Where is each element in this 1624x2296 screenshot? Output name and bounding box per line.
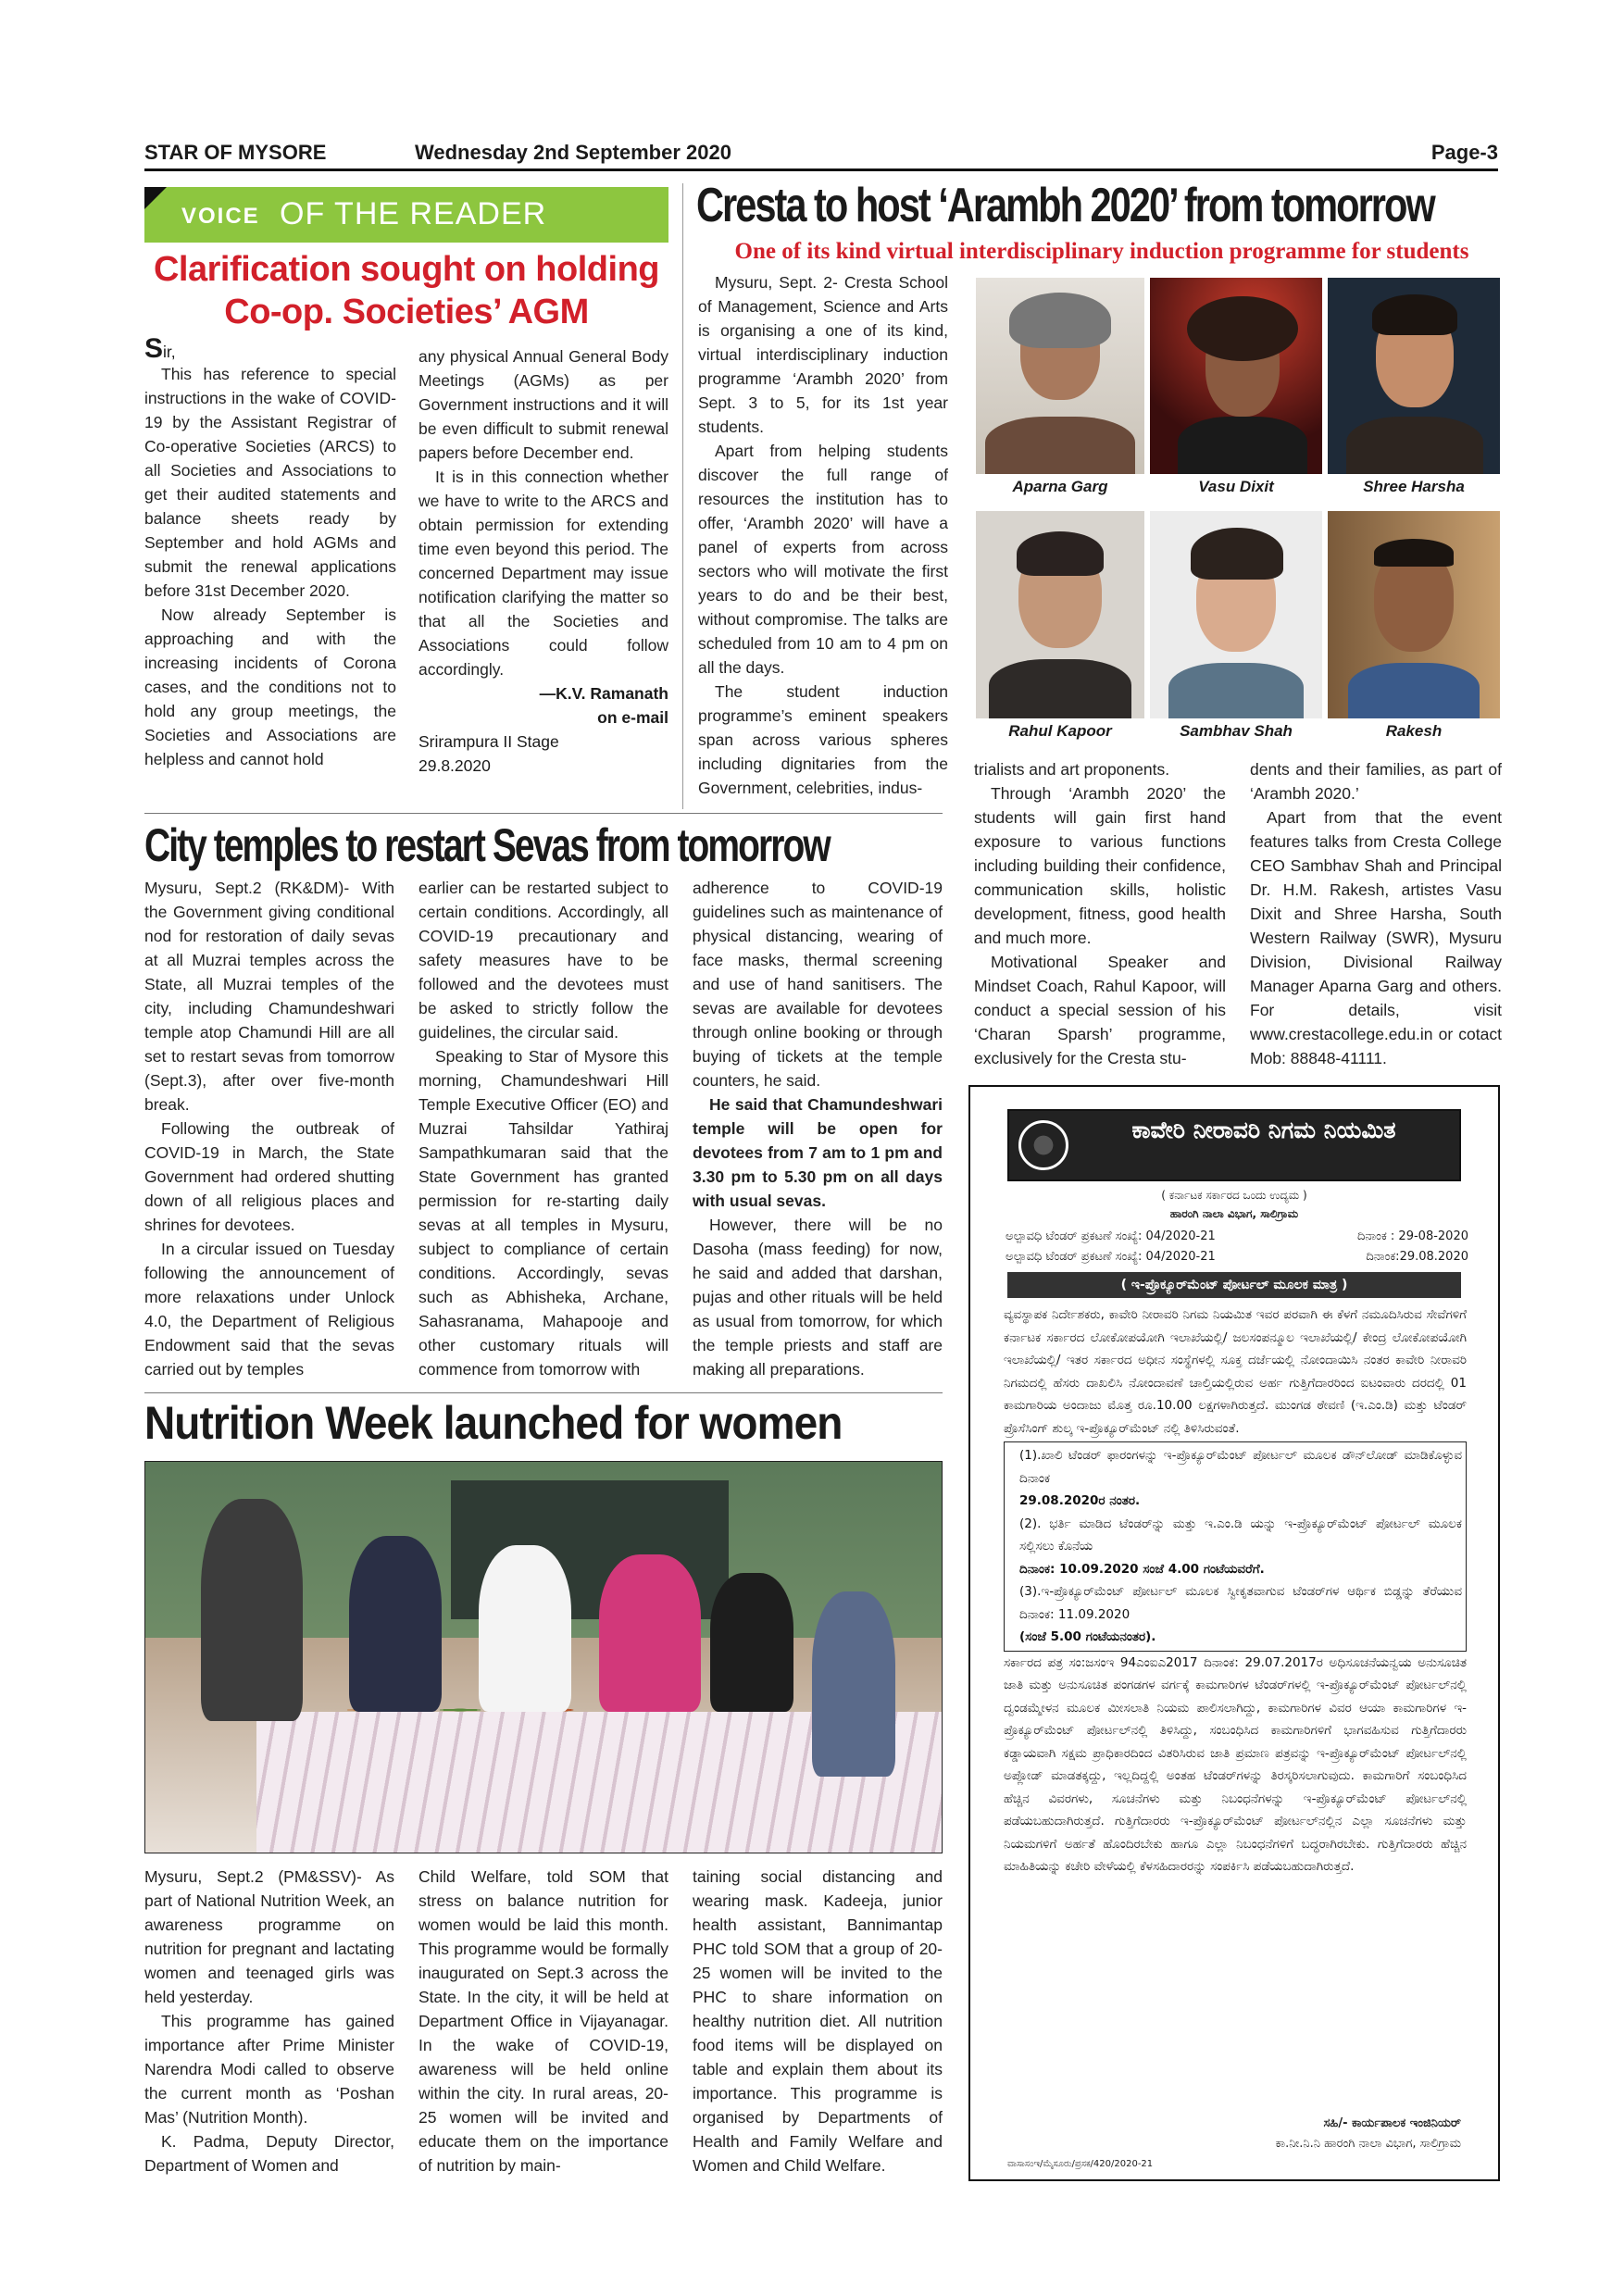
- cresta-col-1: [698, 270, 948, 811]
- temples-col-1: [144, 876, 394, 1391]
- section-rule: [144, 1392, 943, 1393]
- ad-title-band: [1007, 1109, 1461, 1181]
- of-the-reader: OF THE READER: [280, 196, 547, 231]
- tender-advertisement: [968, 1085, 1500, 2181]
- voice-word: VOICE: [181, 204, 260, 229]
- ad-title: ಕಾವೇರಿ ನೀರಾವರಿ ನಿಗಮ ನಿಯಮಿತ: [1131, 1117, 1396, 1143]
- voice-headline-line1: Clarification sought on holding: [153, 250, 659, 289]
- photo-caption: Rakesh: [1385, 722, 1443, 740]
- ad-band: ( ಇ-ಪ್ರೊಕ್ಯೂರ್‌ಮೆಂಟ್ ಪೋರ್ಟಲ್ ಮೂಲಕ ಮಾತ್ರ ): [1007, 1272, 1461, 1298]
- ad-sub2: ಹಾರಂಗಿ ನಾಲಾ ವಿಭಾಗ, ಸಾಲಿಗ್ರಾಮ: [1169, 1207, 1299, 1220]
- issue-date: Wednesday 2nd September 2020: [415, 141, 731, 164]
- ad-body: [1004, 1304, 1467, 2128]
- paragraph: trialists and art proponents.: [974, 760, 1170, 779]
- paragraph: Now already September is approaching and with the increasing incidents of Corona cases, and the conditions not to hold any group meetings, the Societies and Associations are helpless and cannot hold: [144, 605, 396, 768]
- temples-col-2: [418, 876, 668, 1391]
- paragraph: Speaking to Star of Mysore this morning, Chamundeshwari Hill Temple Executive Officer (EO) and Muzrai Tahsildar Yathiraj Sampathkumaran said that the State Government has granted permission for re-starting daily sevas at all temples in Mysuru, subject to compliance of certain conditions. Accordingly, sevas such as Abhisheka, Archane, Sahasranama, Mahapooje and other customary rituals will commence from tomorrow with: [418, 1047, 668, 1379]
- ad-item: (3).ಇ-ಪ್ರೊಕ್ಯೂರ್‌ಮೆಂಟ್ ಪೋರ್ಟಲ್ ಮೂಲಕ ಸ್ವೀಕೃತವಾಗುವ ಟೆಂಡರ್‌ಗಳ ಆರ್ಥಿಕ ಬಿಡ್ಡನ್ನು ತೆರೆಯುವ ದಿನಾಂಕ: 11.09.2020: [1019, 1584, 1462, 1622]
- ad-item-bold: (ಸಂಜೆ 5.00 ಗಂಟೆಯನಂತರ).: [1019, 1629, 1156, 1644]
- ad-sub1: ( ಕರ್ನಾಟಕ ಸರ್ಕಾರದ ಒಂದು ಉದ್ಯಮ ): [1161, 1189, 1307, 1202]
- paragraph: Apart from that the event features talks from Cresta College CEO Sambhav Shah and Principal Dr. H.M. Rakesh, artistes Vasu Dixit and Shree Harsha, South Western Railway (SWR), Mysuru Division, Divisional Railway Manager Aparna Garg and others. For details, visit www.crestacollege.edu.in or cotact Mob: 88848-41111.: [1250, 808, 1502, 1067]
- paragraph: Mysuru, Sept.2 (RK&DM)- With the Government giving conditional nod for restoration of daily sevas at all Muzrai temples across the State, all Muzrai temples of the city, including Chamundeshwari temple atop Chamundi Hill are all set to restart sevas from tomorrow (Sept.3), after over five-month break.: [144, 879, 394, 1114]
- photo-rakesh: [1328, 511, 1500, 718]
- signature-date: 29.8.2020: [418, 756, 491, 775]
- paragraph: He said that Chamundeshwari temple will be open for devotees from 7 am to 1 pm and 3.30 pm to 5.30 pm on all days with usual sevas.: [693, 1095, 943, 1210]
- ad-item-bold: 29.08.2020ರ ನಂತರ.: [1019, 1493, 1141, 1508]
- cresta-col-2: [974, 757, 1226, 1083]
- voice-headline: [144, 248, 668, 333]
- paragraph: Through ‘Arambh 2020’ the students will gain first hand exposure to various functions including building their confidence, communication skills, holistic development, fitness, good health and much more.: [974, 784, 1226, 947]
- photo-sambhav-shah: [1150, 511, 1322, 718]
- ad-item-box: [1004, 1441, 1467, 1652]
- voice-headline-line2: Co-op. Societies’ AGM: [224, 293, 589, 331]
- ad-item-bold: ದಿನಾಂಕ: 10.09.2020 ಸಂಜೆ 4.00 ಗಂಟೆಯವರೆಗೆ.: [1019, 1561, 1265, 1577]
- drop-letter: S: [144, 337, 164, 364]
- page-number: Page-3: [1430, 141, 1498, 164]
- header-rule: [144, 168, 1498, 171]
- nutrition-col-1: [144, 1865, 394, 2179]
- paragraph: The student induction programme’s eminent speakers span across various spheres including dignitaries from the Government, celebrities, indus-: [698, 682, 948, 797]
- photo-shree-harsha: [1328, 278, 1500, 474]
- salutation-rest: ir,: [163, 343, 176, 361]
- ad-paragraph: ಸರ್ಕಾರದ ಪತ್ರ ಸಂ:ಜಸಂಇ 94ಎಂಐಎ2017 ದಿನಾಂಕ: 29.07.2017ರ ಅಧಿಸೂಚನೆಯನ್ವಯ ಅನುಸೂಚಿತ ಜಾತಿ ಮತ್ತು ಅನುಸೂಚಿತ ಪಂಗಡಗಳ ವರ್ಗಕ್ಕೆ ಕಾಮಗಾರಿಗಳ ಟೆಂಡರ್‌ಗಳಲ್ಲಿ ಇ-ಪ್ರೊಕ್ಯೂರ್‌ಮೆಂಟ್ ಪೋರ್ಟಲ್‌ನಲ್ಲಿ ದ್ವಂಡಮ್ಮೇಳನ ಮೂಲಕ ಮೀಸಲಾತಿ ನಿಯಮ ಪಾಲಿಸಲಾಗಿದ್ದು, ಕಾಮಗಾರಿಗಳ ವಿವರ ಆಯಾ ಕಾಮಗಾರಿಗಳ ಇ-ಪ್ರೊಕ್ಯೂರ್‌ಮೆಂಟ್ ಪೋರ್ಟಲ್‌ನಲ್ಲಿ ತಿಳಿಸಿದ್ದು, ಸಂಬಂಧಿಸಿದ ಕಾಮಗಾರಿಗಳಿಗೆ ಭಾಗವಹಿಸುವ ಗುತ್ತಿಗೆದಾರರು ಕಡ್ಡಾಯವಾಗಿ ಸಕ್ಷಮ ಪ್ರಾಧಿಕಾರದಿಂದ ವಿತರಿಸಿರುವ ಜಾತಿ ಪ್ರಮಾಣ ಪತ್ರವನ್ನು ಇ-ಪ್ರೊಕ್ಯೂರ್‌ಮೆಂಟ್ ಪೋರ್ಟಲ್‌ನಲ್ಲಿ ಅಪ್ಲೋಡ್ ಮಾಡತಕ್ಕದ್ದು, ಇಲ್ಲದಿದ್ದಲ್ಲಿ ಅಂತಹ ಟೆಂಡರ್‌ಗಳನ್ನು ತಿರಸ್ಕರಿಸಲಾಗುವುದು. ಕಾಮಗಾರಿಗೆ ಸಂಬಂಧಿಸಿದ ಹೆಚ್ಚಿನ ವಿವರಗಳು, ಸೂಚನೆಗಳು ಮತ್ತು ನಿಬಂಧನೆಗಳನ್ನು ಇ-ಪ್ರೊಕ್ಯೂರ್‌ಮೆಂಟ್ ಪೋರ್ಟಲ್‌ನಲ್ಲಿ ಪಡೆಯಬಹುದಾಗಿರುತ್ತದೆ. ಗುತ್ತಿಗೆದಾರರು ಇ-ಪ್ರೊಕ್ಯೂರ್‌ಮೆಂಟ್ ಪೋರ್ಟಲ್‌ನಲ್ಲಿನ ಎಲ್ಲಾ ಸೂಚನೆಗಳು ಮತ್ತು ನಿಯಮಗಳಿಗೆ ಅರ್ಹತೆ ಹೊಂದಿರಬೇಕು ಹಾಗೂ ಎಲ್ಲಾ ನಿಬಂಧನೆಗಳಿಗೆ ಬದ್ಧರಾಗಿರಬೇಕು. ಗುತ್ತಿಗೆದಾರರು ಹೆಚ್ಚಿನ ಮಾಹಿತಿಯನ್ನು ಕಚೇರಿ ವೇಳೆಯಲ್ಲಿ ಕೆಳಸಹಿದಾರರನ್ನು ಸಂಪರ್ಕಿಸಿ ಪಡೆಯಬಹುದಾಗಿರುತ್ತದೆ.: [1004, 1654, 1467, 1874]
- paragraph: Motivational Speaker and Mindset Coach, Rahul Kapoor, will conduct a special session of his ‘Charan Sparsh’ programme, exclusively for the Cresta stu-: [974, 953, 1226, 1067]
- photo-caption: Rahul Kapoor: [1008, 722, 1112, 740]
- paragraph: In a circular issued on Tuesday following the announcement of more relaxations under Unlock 4.0, the Department of Religious Endowment said that the sevas carried out by temples: [144, 1240, 394, 1379]
- photo-caption: Aparna Garg: [1012, 478, 1108, 495]
- photo-aparna-garg: [976, 278, 1144, 474]
- paper-name: STAR OF MYSORE: [144, 141, 327, 164]
- paragraph: It is in this connection whether we have to write to the ARCS and obtain permission for extending time even beyond this period. The concerned Department may issue notification clarifying the matter so that all the Societies and Associations could follow accordingly.: [418, 468, 668, 679]
- cresta-headline: Cresta to host ‘Arambh 2020’ from tomorrow: [696, 179, 1434, 232]
- paragraph: earlier can be restarted subject to certain conditions. Accordingly, all COVID-19 precautionary and safety measures have to be followed and the devotees must be asked to strictly follow the guidelines, the circular said.: [418, 879, 668, 1042]
- voice-section-tag: [144, 187, 668, 243]
- nutrition-col-3: [693, 1865, 943, 2179]
- paragraph: adherence to COVID-19 guidelines such as maintenance of physical distancing, wearing of face masks, thermal screening and use of hand sanitisers. The sevas are available for devotees through online booking or through buying of tickets at the temple counters, he said.: [693, 879, 943, 1090]
- voice-col-1: [144, 337, 396, 807]
- cresta-subhead: One of its kind virtual interdisciplinary induction programme for students: [734, 239, 1469, 264]
- paragraph: K. Padma, Deputy Director, Department of Women and: [144, 2132, 394, 2175]
- nutrition-col-2: [418, 1865, 668, 2179]
- paragraph: Mysuru, Sept.2 (PM&SSV)- As part of National Nutrition Week, an awareness programme on nutrition for pregnant and lactating women and teenaged girls was held yesterday.: [144, 1867, 394, 2006]
- signature-via: on e-mail: [597, 708, 668, 727]
- photo-vasu-dixit: [1150, 278, 1322, 474]
- running-header: [144, 139, 1498, 167]
- paragraph: Child Welfare, told SOM that stress on balance nutrition for women would be laid this month. This programme would be formally inaugurated on Sept.3 across the State. In the city, it will be held at Department Office in Vijayanagar. In the wake of COVID-19, awareness will be held online within the city. In rural areas, 20-25 women will be invited and educate them on the importance of nutrition by main-: [418, 1867, 668, 2175]
- ad-office: ಕಾ.ನೀ.ನಿ.ನಿ ಹಾರಂಗಿ ನಾಲಾ ವಿಭಾಗ, ಸಾಲಿಗ್ರಾಮ: [1275, 2137, 1461, 2151]
- salutation: [144, 337, 396, 364]
- paragraph: dents and their families, as part of ‘Arambh 2020.’: [1250, 760, 1502, 803]
- photo-caption: Shree Harsha: [1363, 478, 1465, 495]
- paragraph: taining social distancing and wearing mask. Kadeeja, junior health assistant, Bannimantap PHC told SOM that a group of 20-25 women will be invited to the PHC to share information on healthy nutrition diet. All nutrition food items will be displayed on table and explain them about its importance. This programme is organised by Departments of Health and Family Welfare and Women and Child Welfare.: [693, 1867, 943, 2175]
- photo-rahul-kapoor: [976, 511, 1144, 718]
- nutrition-headline: Nutrition Week launched for women: [144, 1397, 843, 1449]
- paragraph: Following the outbreak of COVID-19 in March, the State Government had ordered shutting down of all religious places and shrines for devotees.: [144, 1119, 394, 1234]
- ad-paragraph: ವ್ಯವಸ್ಥಾಪಕ ನಿರ್ದೇಶಕರು, ಕಾವೇರಿ ನೀರಾವರಿ ನಿಗಮ ನಿಯಮಿತ ಇವರ ಪರವಾಗಿ ಈ ಕೆಳಗೆ ನಮೂದಿಸಿರುವ ಸೇವೆಗಳಿಗೆ ಕರ್ನಾಟಕ ಸರ್ಕಾರದ ಲೋಕೋಪಯೋಗಿ ಇಲಾಖೆಯಲ್ಲಿ/ ಜಲಸಂಪನ್ಮೂಲ ಇಲಾಖೆಯಲ್ಲಿ/ ಕೇಂದ್ರ ಲೋಕೋಪಯೋಗಿ ಇಲಾಖೆಯಲ್ಲಿ/ ಇತರ ಸರ್ಕಾರದ ಅಧೀನ ಸಂಸ್ಥೆಗಳಲ್ಲಿ ಸೂಕ್ತ ದರ್ಜೆಯಲ್ಲಿ ನೋಂದಾಯಿಸಿ ನಂತರ ಕಾವೇರಿ ನೀರಾವರಿ ನಿಗಮದಲ್ಲಿ ಹೆಸರು ದಾಖಲಿಸಿ ನೋಂದಾವಣೆ ಚಾಲ್ತಿಯಲ್ಲಿರುವ ಅರ್ಹ ಗುತ್ತಿಗೆದಾರರಿಂದ ಐಟಂವಾರು ದರದಲ್ಲಿ 01 ಕಾಮಗಾರಿಯ ಅಂದಾಜು ಮೊತ್ತ ರೂ.10.00 ಲಕ್ಷಗಳಾಗಿರುತ್ತದೆ. ಮುಂಗಡ ಠೇವಣಿ (ಇ.ಎಂ.ಡಿ) ಮತ್ತು ಟೆಂಡರ್ ಪ್ರೊಸೆಸಿಂಗ್ ಶುಲ್ಕ ಇ-ಪ್ರೊಕ್ಯೂರ್‌ಮೆಂಟ್ ನಲ್ಲಿ ತಿಳಿಸಿರುವಂತೆ.: [1004, 1307, 1467, 1436]
- tag-corner-triangle: [144, 187, 167, 209]
- photo-caption: Sambhav Shah: [1180, 722, 1293, 740]
- nutrition-event-photo: [144, 1461, 943, 1853]
- cresta-col-3: [1250, 757, 1502, 1083]
- paragraph: This has reference to special instructions in the wake of COVID-19 by the Assistant Registrar of Co-operative Societies (ARCS) to all Societies and Associations to get their audited statements and balance sheets ready by September and hold AGMs and submit the renewal applications before 31st December 2020.: [144, 365, 396, 600]
- ad-code: ವಾಸಾಸಂಇ/ಮೈಸೂರು/ಪ್ರಸಕ/420/2020-21: [1007, 2159, 1154, 2169]
- paragraph: any physical Annual General Body Meetings (AGMs) as per Government instructions and it will be even difficult to submit renewal papers before December end.: [418, 347, 668, 462]
- temples-headline: City temples to restart Sevas from tomorrow: [144, 819, 830, 871]
- paragraph: This programme has gained importance after Prime Minister Narendra Modi called to observe the current month as ‘Poshan Mas’ (Nutrition Month).: [144, 2012, 394, 2127]
- temples-col-3: [693, 876, 943, 1391]
- paragraph: However, there will be no Dasoha (mass feeding) for now, he said and added that darshan, pujas and other rituals will be held as usual from tomorrow, for which the temple priests and staff are making all preparations.: [693, 1216, 943, 1379]
- emblem-seal-icon: [1018, 1120, 1068, 1170]
- ad-item: (2). ಭರ್ತಿ ಮಾಡಿದ ಟೆಂಡರ್‌ನ್ನು ಮತ್ತು ಇ.ಎಂ.ಡಿ ಯನ್ನು ಇ-ಪ್ರೊಕ್ಯೂರ್‌ಮೆಂಟ್ ಪೋರ್ಟಲ್ ಮೂಲಕ ಸಲ್ಲಿಸಲು ಕೊನೆಯ: [1019, 1516, 1462, 1554]
- section-rule: [144, 813, 943, 814]
- letter-signature: —K.V. Ramanath: [539, 684, 668, 703]
- paragraph: Mysuru, Sept. 2- Cresta School of Management, Science and Arts is organising a one of its kind, virtual interdisciplinary induction programme ‘Arambh 2020’ from Sept. 3 to 5, for its 1st year students.: [698, 273, 948, 436]
- ad-ref-line: ಅಲ್ಪಾವಧಿ ಟೆಂಡರ್ ಪ್ರಕಟಣೆ ಸಂಖ್ಯೆ: 04/2020-21 ದಿನಾಂಕ : 29-08-2020: [1006, 1229, 1468, 1243]
- voice-col-2: [418, 344, 668, 807]
- paragraph: Apart from helping students discover the full range of resources the institution has to offer, ‘Arambh 2020’ will have a panel of experts from across sectors who will motivate the first years to do and be their best, without compromise. The talks are scheduled from 10 am to 4 pm on all the days.: [698, 442, 948, 677]
- ad-ref-line: ಅಲ್ಪಾವಧಿ ಟೆಂಡರ್ ಪ್ರಕಟಣೆ ಸಂಖ್ಯೆ: 04/2020-21 ದಿನಾಂಕ:29.08.2020: [1006, 1250, 1468, 1264]
- ad-signature: ಸಹಿ/- ಕಾರ್ಯಪಾಲಕ ಇಂಜಿನಿಯರ್: [1323, 2116, 1461, 2130]
- column-divider: [682, 183, 683, 809]
- ad-item: (1).ಖಾಲಿ ಟೆಂಡರ್ ಫಾರಂಗಳನ್ನು ಇ-ಪ್ರೊಕ್ಯೂರ್‌ಮೆಂಟ್ ಪೋರ್ಟಲ್ ಮೂಲಕ ಡೌನ್‌ಲೋಡ್ ಮಾಡಿಕೊಳ್ಳುವ ದಿನಾಂಕ: [1019, 1448, 1462, 1486]
- signature-place: Srirampura II Stage: [418, 732, 559, 751]
- photo-caption: Vasu Dixit: [1198, 478, 1274, 495]
